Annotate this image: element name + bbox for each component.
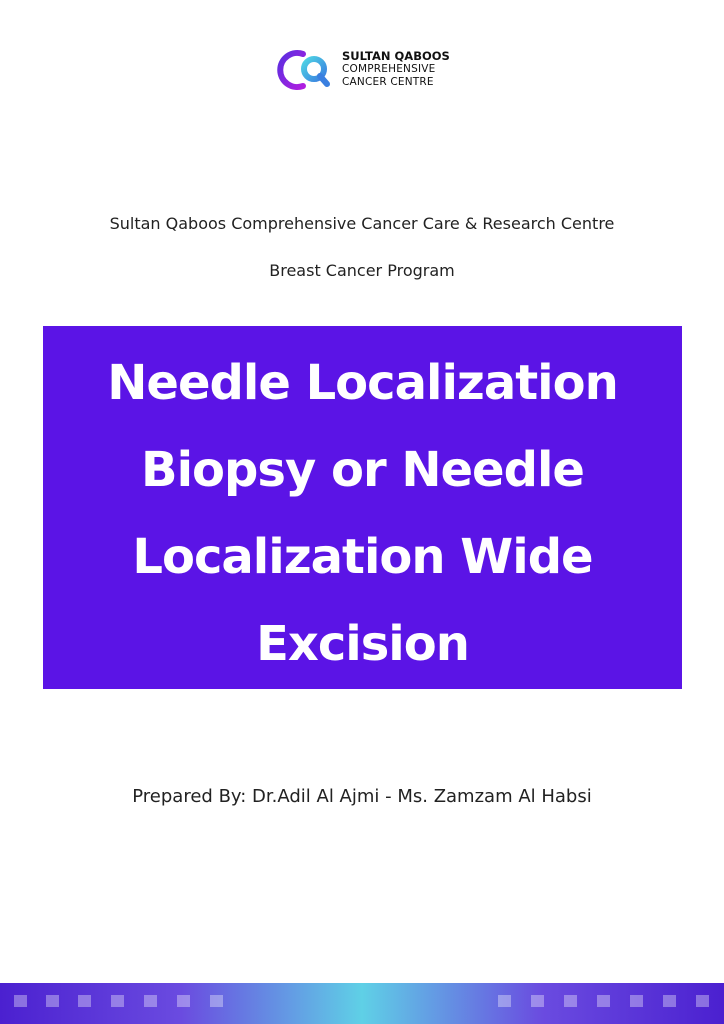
title-line-4: Excision — [256, 616, 469, 672]
logo-wordmark — [342, 50, 450, 89]
footer-square — [498, 995, 511, 1007]
footer-square — [564, 995, 577, 1007]
title-line-3: Localization Wide — [132, 529, 593, 585]
footer-square — [210, 995, 223, 1007]
centre-name: Sultan Qaboos Comprehensive Cancer Care & Research Centre — [109, 214, 615, 233]
footer-square — [630, 995, 643, 1007]
footer-square — [177, 995, 190, 1007]
title-line-2: Biopsy or Needle — [141, 442, 584, 498]
title-banner — [43, 326, 682, 689]
logo-line-1: SULTAN QABOOS — [342, 49, 450, 63]
footer-square — [531, 995, 544, 1007]
document-title — [43, 340, 682, 688]
title-line-1: Needle Localization — [107, 355, 618, 411]
footer-square — [144, 995, 157, 1007]
program-name: Breast Cancer Program — [269, 261, 455, 280]
footer-square — [111, 995, 124, 1007]
footer-square — [696, 995, 709, 1007]
logo-line-2: COMPREHENSIVE — [342, 63, 436, 75]
footer-band — [0, 983, 724, 1024]
footer-square — [14, 995, 27, 1007]
q-ring-logo-icon — [277, 48, 339, 92]
logo-line-3: CANCER CENTRE — [342, 76, 434, 88]
footer-square — [663, 995, 676, 1007]
logo — [277, 48, 457, 96]
footer-square — [597, 995, 610, 1007]
prepared-by: Prepared By: Dr.Adil Al Ajmi - Ms. Zamzam Al Habsi — [132, 786, 592, 807]
footer-square — [78, 995, 91, 1007]
footer-square — [46, 995, 59, 1007]
